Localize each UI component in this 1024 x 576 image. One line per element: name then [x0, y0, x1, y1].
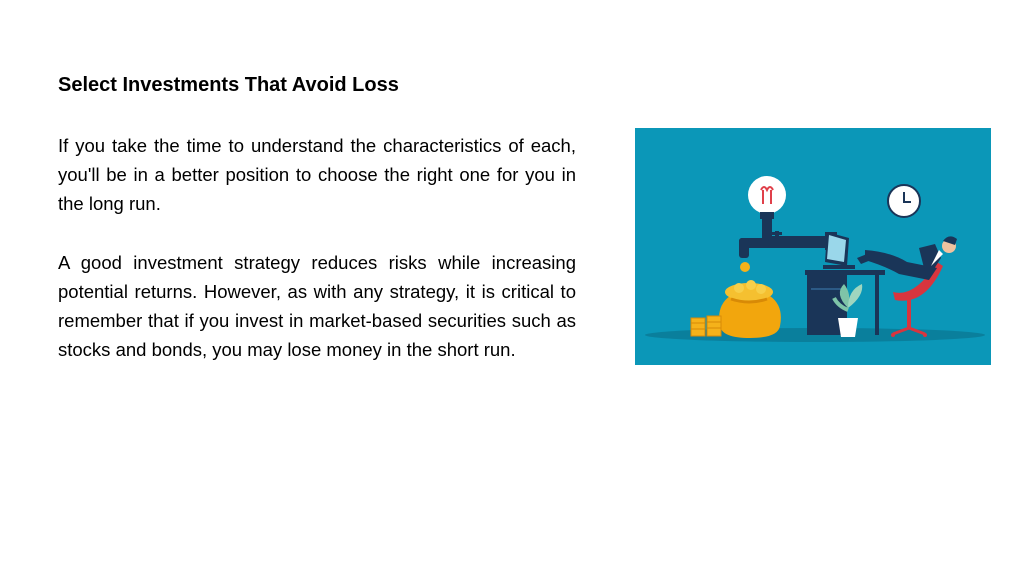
slide-title: Select Investments That Avoid Loss — [58, 74, 399, 96]
relaxed-investor-illustration — [635, 128, 991, 365]
clock-icon — [888, 185, 920, 217]
paragraph-1: If you take the time to understand the characteristics of each, you'll be in a better position to choose the right one for you in the long run. — [58, 135, 576, 214]
paragraph-2: A good investment strategy reduces risks while increasing potential returns. However, as with any strategy, it is critical to remember that if you invest in market-based securities such as stocks and bonds, you may lose money in the short run. — [58, 252, 576, 360]
falling-coin-icon — [740, 262, 750, 272]
